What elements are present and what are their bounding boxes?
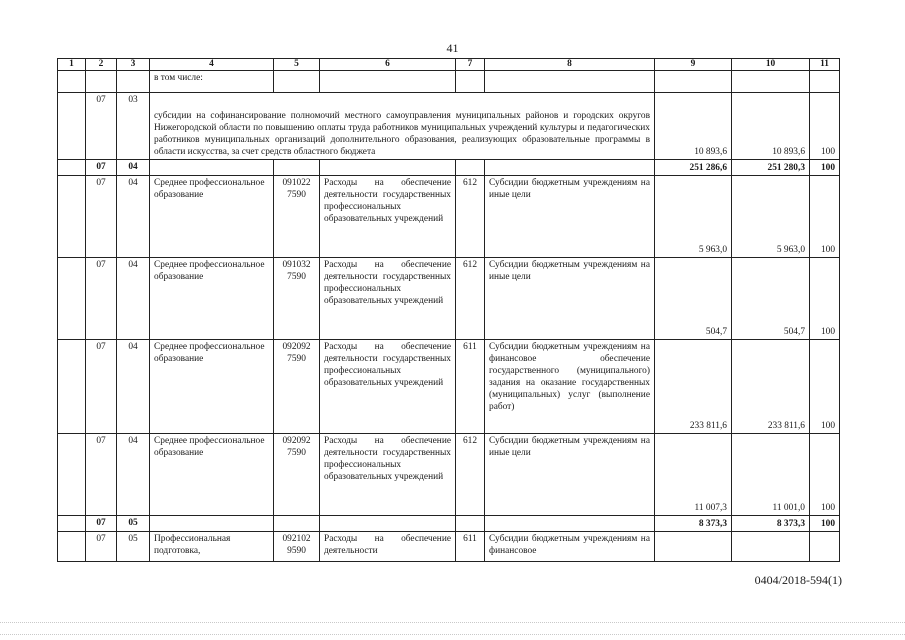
intro-text: в том числе: bbox=[150, 71, 274, 93]
cell-percent: 100 bbox=[810, 160, 840, 176]
cell-percent: 100 bbox=[810, 516, 840, 532]
cell-amount-plan: 233 811,6 bbox=[655, 340, 732, 434]
cell-expense-type: 612 bbox=[456, 258, 485, 340]
cell-c3 bbox=[117, 71, 150, 93]
column-header-2: 2 bbox=[86, 59, 117, 71]
cell-c6 bbox=[320, 160, 456, 176]
cell-c11 bbox=[810, 71, 840, 93]
column-header-9: 9 bbox=[655, 59, 732, 71]
cell-subsection: 04 bbox=[117, 434, 150, 516]
cell-target-article: 092092 7590 bbox=[274, 340, 320, 434]
table-row bbox=[58, 176, 840, 258]
column-header-11: 11 bbox=[810, 59, 840, 71]
cell-c1 bbox=[58, 434, 86, 516]
cell-amount-plan: 5 963,0 bbox=[655, 176, 732, 258]
cell-expense-type: 611 bbox=[456, 340, 485, 434]
cell-subsection: 04 bbox=[117, 176, 150, 258]
cell-expense-name: Субсидии бюджетным учреждениям на иные цели bbox=[485, 176, 655, 258]
cell-amount-plan: 504,7 bbox=[655, 258, 732, 340]
cell-c6 bbox=[320, 516, 456, 532]
cell-amount-plan: 251 286,6 bbox=[655, 160, 732, 176]
cell-c1 bbox=[58, 176, 86, 258]
cell-c5 bbox=[274, 160, 320, 176]
cell-target-name: Расходы на обеспечение деятельности государственных профессиональных образовательных учреждений bbox=[320, 176, 456, 258]
cell-amount-plan: 11 007,3 bbox=[655, 434, 732, 516]
cell-percent: 100 bbox=[810, 258, 840, 340]
cell-subsection-name: Среднее профессиональное образование bbox=[150, 434, 274, 516]
cell-amount-plan: 8 373,3 bbox=[655, 516, 732, 532]
table-row bbox=[58, 340, 840, 434]
cell-c1 bbox=[58, 258, 86, 340]
cell-percent: 100 bbox=[810, 176, 840, 258]
cell-expense-name: Субсидии бюджетным учреждениям на иные цели bbox=[485, 258, 655, 340]
cell-amount-actual: 8 373,3 bbox=[732, 516, 810, 532]
cell-c7 bbox=[456, 160, 485, 176]
cell-target-article: 092102 9590 bbox=[274, 532, 320, 562]
column-header-8: 8 bbox=[485, 59, 655, 71]
column-header-10: 10 bbox=[732, 59, 810, 71]
cell-c8 bbox=[485, 516, 655, 532]
cell-c8 bbox=[485, 71, 655, 93]
cell-expense-type: 611 bbox=[456, 532, 485, 562]
cell-c5 bbox=[274, 516, 320, 532]
cell-target-article: 092092 7590 bbox=[274, 434, 320, 516]
cell-c1 bbox=[58, 532, 86, 562]
page-number: 41 bbox=[446, 41, 459, 55]
cell-subsection: 04 bbox=[117, 258, 150, 340]
table-row bbox=[58, 258, 840, 340]
cell-subsection: 04 bbox=[117, 160, 150, 176]
subtotal-row bbox=[58, 516, 840, 532]
cell-expense-name: Субсидии бюджетным учреждениям на иные цели bbox=[485, 434, 655, 516]
cell-section: 07 bbox=[86, 176, 117, 258]
cell-section: 07 bbox=[86, 532, 117, 562]
scan-edge-line bbox=[0, 634, 905, 635]
cell-amount-actual: 5 963,0 bbox=[732, 176, 810, 258]
cell-section: 07 bbox=[86, 434, 117, 516]
subtotal-row bbox=[58, 160, 840, 176]
cell-percent: 100 bbox=[810, 340, 840, 434]
document-code: 0404/2018-594(1) bbox=[754, 573, 842, 587]
cell-amount-actual: 233 811,6 bbox=[732, 340, 810, 434]
cell-subsection-name: Среднее профессиональное образование bbox=[150, 340, 274, 434]
cell-target-article: 091032 7590 bbox=[274, 258, 320, 340]
cell-section: 07 bbox=[86, 340, 117, 434]
cell-amount-actual bbox=[732, 532, 810, 562]
cell-subsection: 03 bbox=[117, 93, 150, 160]
column-header-1: 1 bbox=[58, 59, 86, 71]
cell-target-name: Расходы на обеспечение деятельности bbox=[320, 532, 456, 562]
subsidy-description: субсидии на софинансирование полномочий местного самоуправления муниципальных районов и городских округов Нижегородской области по повышению оплаты труда работников муниципальных учреждений культуры и педагогических работников муниципальных организаций дополнительного образования, реализующих образовательные программы в области искусства, за счет средств областного бюджета bbox=[150, 93, 655, 160]
cell-section: 07 bbox=[86, 516, 117, 532]
column-header-4: 4 bbox=[150, 59, 274, 71]
cell-c1 bbox=[58, 93, 86, 160]
cell-c7 bbox=[456, 516, 485, 532]
cell-subsection-name: Среднее профессиональное образование bbox=[150, 176, 274, 258]
column-header-6: 6 bbox=[320, 59, 456, 71]
header-row bbox=[58, 59, 840, 71]
cell-target-name: Расходы на обеспечение деятельности государственных профессиональных образовательных учреждений bbox=[320, 434, 456, 516]
cell-amount-plan: 10 893,6 bbox=[655, 93, 732, 160]
cell-subsection-name: Среднее профессиональное образование bbox=[150, 258, 274, 340]
cell-percent bbox=[810, 532, 840, 562]
cell-amount-plan bbox=[655, 532, 732, 562]
column-header-3: 3 bbox=[117, 59, 150, 71]
table-row bbox=[58, 434, 840, 516]
cell-c1 bbox=[58, 340, 86, 434]
budget-table bbox=[57, 58, 840, 562]
cell-c5 bbox=[274, 71, 320, 93]
cell-section: 07 bbox=[86, 258, 117, 340]
cell-c9 bbox=[655, 71, 732, 93]
cell-expense-name: Субсидии бюджетным учреждениям на финансовое обеспечение государственного (муниципального) задания на оказание государственных (муниципальных) услуг (выполнение работ) bbox=[485, 340, 655, 434]
cell-percent: 100 bbox=[810, 434, 840, 516]
cell-c6 bbox=[320, 71, 456, 93]
cell-expense-type: 612 bbox=[456, 176, 485, 258]
cell-target-article: 091022 7590 bbox=[274, 176, 320, 258]
cell-amount-actual: 11 001,0 bbox=[732, 434, 810, 516]
cell-c1 bbox=[58, 160, 86, 176]
table-row bbox=[58, 93, 840, 160]
cell-c4 bbox=[150, 160, 274, 176]
scan-edge-line bbox=[0, 622, 905, 623]
cell-percent: 100 bbox=[810, 93, 840, 160]
cell-subsection: 05 bbox=[117, 516, 150, 532]
cell-c2 bbox=[86, 71, 117, 93]
cell-section: 07 bbox=[86, 93, 117, 160]
cell-c1 bbox=[58, 516, 86, 532]
table-row bbox=[58, 71, 840, 93]
cell-c4 bbox=[150, 516, 274, 532]
cell-c1 bbox=[58, 71, 86, 93]
cell-subsection-name: Профессиональная подготовка, bbox=[150, 532, 274, 562]
cell-c10 bbox=[732, 71, 810, 93]
cell-subsection: 05 bbox=[117, 532, 150, 562]
column-header-5: 5 bbox=[274, 59, 320, 71]
cell-amount-actual: 504,7 bbox=[732, 258, 810, 340]
column-header-7: 7 bbox=[456, 59, 485, 71]
cell-amount-actual: 251 280,3 bbox=[732, 160, 810, 176]
cell-target-name: Расходы на обеспечение деятельности государственных профессиональных образовательных учреждений bbox=[320, 258, 456, 340]
cell-amount-actual: 10 893,6 bbox=[732, 93, 810, 160]
cell-expense-type: 612 bbox=[456, 434, 485, 516]
cell-c7 bbox=[456, 71, 485, 93]
table-row bbox=[58, 532, 840, 562]
cell-expense-name: Субсидии бюджетным учреждениям на финансовое bbox=[485, 532, 655, 562]
cell-subsection: 04 bbox=[117, 340, 150, 434]
cell-section: 07 bbox=[86, 160, 117, 176]
cell-c8 bbox=[485, 160, 655, 176]
cell-target-name: Расходы на обеспечение деятельности государственных профессиональных образовательных учреждений bbox=[320, 340, 456, 434]
